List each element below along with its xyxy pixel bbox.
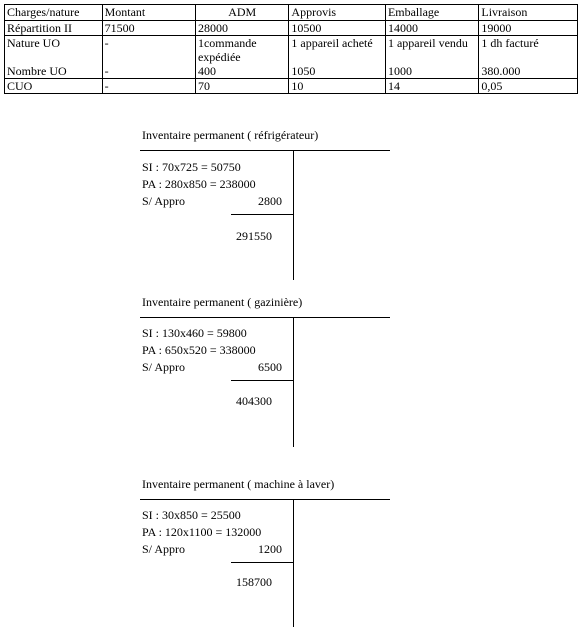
account-entry-appro-label: S/ Appro bbox=[142, 360, 186, 374]
table-row bbox=[5, 79, 578, 94]
account-entry-si: SI : 70x725 = 50750 bbox=[142, 160, 241, 174]
cell-nombre: - bbox=[104, 64, 109, 78]
account-sum-line bbox=[231, 214, 293, 215]
account-header-line bbox=[140, 317, 390, 318]
account-total: 404300 bbox=[236, 394, 272, 408]
t-account-machine-a-laver bbox=[140, 477, 400, 630]
row-label: Nature UO bbox=[7, 36, 60, 50]
table-cell bbox=[385, 36, 478, 79]
table-cell: 71500 bbox=[102, 21, 195, 36]
account-entry-pa: PA : 280x850 = 238000 bbox=[142, 177, 256, 191]
table-cell: - bbox=[102, 79, 195, 94]
account-entry-appro-label: S/ Appro bbox=[142, 542, 186, 556]
table-cell bbox=[479, 36, 578, 79]
row-label: CUO bbox=[5, 79, 103, 94]
account-divider-line bbox=[293, 499, 294, 627]
table-cell: 10 bbox=[289, 79, 386, 94]
table-cell: 10500 bbox=[289, 21, 386, 36]
account-entry-si: SI : 30x850 = 25500 bbox=[142, 508, 241, 522]
account-entry-pa: PA : 650x520 = 338000 bbox=[142, 343, 256, 357]
account-divider-line bbox=[293, 317, 294, 447]
table-cell bbox=[289, 36, 386, 79]
account-entry-appro-value: 1200 bbox=[258, 542, 282, 556]
account-divider-line bbox=[293, 150, 294, 280]
cell-nature: 1commande expédiée bbox=[197, 36, 257, 64]
account-total: 291550 bbox=[236, 229, 272, 243]
table-cell: 0,05 bbox=[479, 79, 578, 94]
table-row bbox=[5, 36, 578, 79]
cell-nombre: 400 bbox=[197, 64, 216, 78]
table-header: Charges/nature bbox=[5, 5, 103, 21]
table-cell: 28000 bbox=[195, 21, 288, 36]
account-entry-appro-value: 6500 bbox=[258, 360, 282, 374]
account-title: Inventaire permanent ( gazinière) bbox=[142, 295, 303, 309]
account-entry-appro-value: 2800 bbox=[258, 194, 282, 208]
account-sum-line bbox=[231, 380, 293, 381]
table-header: Montant bbox=[102, 5, 195, 21]
table-header: Approvis bbox=[289, 5, 386, 21]
table-cell: 19000 bbox=[479, 21, 578, 36]
table-row bbox=[5, 21, 578, 36]
cell-nombre: 1000 bbox=[387, 64, 412, 78]
cell-nature: 1 dh facturé bbox=[481, 36, 539, 50]
cell-nature: 1 appareil acheté bbox=[291, 36, 373, 50]
row-label: Répartition II bbox=[5, 21, 103, 36]
table-cell bbox=[195, 36, 288, 79]
table-cell: 14 bbox=[385, 79, 478, 94]
account-entry-pa: PA : 120x1100 = 132000 bbox=[142, 525, 262, 539]
account-entry-appro-label: S/ Appro bbox=[142, 194, 186, 208]
account-header-line bbox=[140, 150, 390, 151]
t-account-refrigerateur bbox=[140, 128, 400, 283]
table-cell bbox=[5, 36, 103, 79]
cell-nature: - bbox=[104, 36, 109, 50]
account-header-line bbox=[140, 499, 390, 500]
table-header-row bbox=[5, 5, 578, 21]
t-account-gaziniere bbox=[140, 295, 400, 450]
table-header: Livraison bbox=[479, 5, 578, 21]
cell-nature: 1 appareil vendu bbox=[387, 36, 468, 50]
table-header: Emballage bbox=[385, 5, 478, 21]
table-cell bbox=[102, 36, 195, 79]
account-entry-si: SI : 130x460 = 59800 bbox=[142, 326, 247, 340]
cell-nombre: 380.000 bbox=[481, 64, 521, 78]
account-title: Inventaire permanent ( réfrigérateur) bbox=[142, 128, 319, 142]
cost-allocation-table bbox=[4, 4, 578, 94]
cell-nombre: 1050 bbox=[291, 64, 316, 78]
account-total: 158700 bbox=[236, 575, 272, 589]
row-label: Nombre UO bbox=[7, 64, 67, 78]
table-header: ADM bbox=[195, 5, 288, 21]
table-cell: 70 bbox=[195, 79, 288, 94]
account-title: Inventaire permanent ( machine à laver) bbox=[142, 477, 335, 491]
table-cell: 14000 bbox=[385, 21, 478, 36]
account-sum-line bbox=[231, 562, 293, 563]
